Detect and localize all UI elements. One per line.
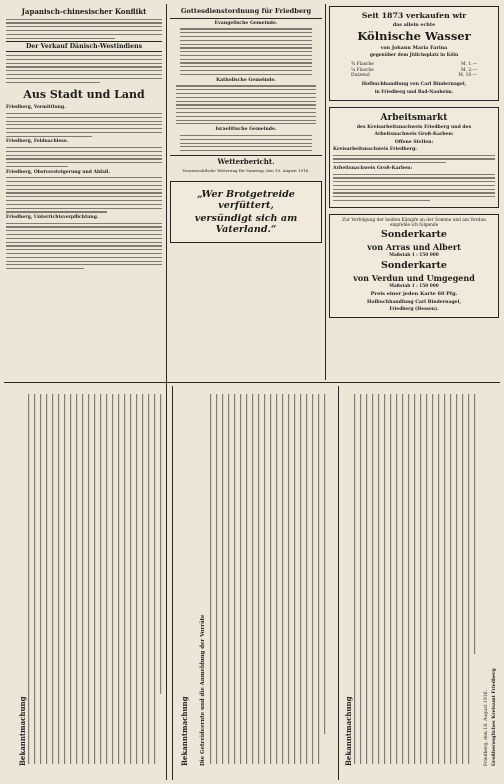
rotated-subheading: Die Getreideernte und die Anmeldung der Vorräte [200,614,206,766]
job-list [333,174,495,202]
ad-title: Kölnische Wasser [357,29,471,44]
rotated-heading: Bekanntmachung [180,696,189,766]
service-list [170,85,322,124]
subheading-israelitisch: Israelitische Gemeinde. [215,127,277,133]
column-middle [170,6,322,380]
arbeitsmarkt-title: Arbeitsmarkt [380,112,448,123]
ad-headline: Seit 1873 verkaufen wir [361,11,467,20]
price-row: ¾ Flasche M. 1.— [351,62,477,68]
weather-text: Voraussichtliche Witterung für Samstag, den 19. August 1916. [182,168,310,174]
map-scale: Maßstab 1 : 150 000 [389,283,439,289]
arbeitsmarkt-box [329,107,499,208]
arbeitsmarkt-sub: des Kreisarbeitsnachweis Friedberg und des [356,125,472,131]
sonderkarte-box [329,214,499,318]
price-row: ¼ Flasche M. 2.— [351,67,477,73]
banner-box [170,181,322,243]
column-rule [325,4,326,380]
ad-sub: gegenüber dem Jülichsplatz in Köln [369,53,459,59]
map-title: Sonderkarte [381,228,447,240]
banner-line: versündigt sich am Vaterland.“ [194,213,298,236]
article-text [6,55,162,83]
map-scale: Maßstab 1 : 150 000 [389,252,439,258]
arbeitsmarkt-sub: Offene Stellen: [394,139,434,145]
price-row: Dutzend M. 10.— [351,73,477,79]
map-title: Sonderkarte [381,259,447,271]
rotated-text-bands [4,386,500,780]
arbeitsmarkt-office: Kreisarbeitsnachweis Friedberg: [333,147,417,153]
article-text [6,19,162,39]
article-text [6,223,162,270]
heading-gottesdienstordnung: Gottesdienstordnung für Friedberg [170,8,322,19]
map-title: von Verdun und Umgegend [353,272,475,283]
article-text [6,147,162,167]
arbeitsmarkt-office: Arbeitsnachweis Groß-Karben: [333,165,413,171]
runin-heading: Friedberg, Unterrichtsverpflichtung. [6,215,99,221]
advertisement-koelnisch-wasser [329,6,499,101]
heading-japanese-chinese-conflict: Japanisch-chinesischer Konflikt [21,7,147,16]
ad-footer: Hofbuchhandlung von Carl Bindernagel, [361,82,467,88]
job-list [333,155,495,164]
runin-heading: Friedberg, Obstversteigerung und Abfall. [6,169,110,175]
map-intro: Zur Verfolgung der heißen Kämpfe an der Somme und am Verdun empfehle ich folgende [342,217,486,228]
rotated-heading: Bekanntmachung [18,696,27,766]
heading-wetterbericht: Wetterbericht. [170,155,322,166]
map-footer: Hofbuchhandlung Carl Bindernagel, [367,299,461,305]
horizontal-rule [4,382,500,383]
price-list [333,60,495,80]
arbeitsmarkt-sub: Arbeitsnachweis Groß-Karben: [374,132,454,138]
rotated-heading: Bekanntmachung [344,696,353,766]
rotated-section [4,386,500,780]
ad-subline: das allein echte [392,21,436,28]
map-footer: Friedberg (Hessen). [389,306,439,312]
map-price: Preis einer jeden Karte 60 Pfg. [370,290,458,297]
heading-stadt-und-land: Aus Stadt und Land [23,87,145,101]
subheading-katholisch: Katholische Gemeinde. [216,77,276,83]
subheading-evangelisch: Evangelische Gemeinde. [214,20,278,26]
column-left [6,6,162,380]
column-right [329,6,499,380]
map-title: von Arras und Albert [367,241,461,252]
rotated-office: Großherzogliches Kreisamt Friedberg [492,668,497,766]
service-list [170,135,322,151]
runin-heading: Friedberg, Feldnachlese. [6,139,69,145]
ad-from: von Johann Maria Farina [380,44,448,51]
banner-line: „Wer Brotgetreide verfüttert, [197,189,295,212]
ad-footer: in Friedberg und Bad-Nauheim. [374,89,454,95]
heading-danish-west-indies: Der Verkauf Dänisch-Westindiens [6,41,162,52]
service-list [170,28,322,75]
rotated-footer: Friedberg, den 18. August 1916. [484,689,489,766]
runin-heading: Friedberg, Vermittlung. [6,105,66,111]
article-text [6,113,162,137]
article-text [6,177,162,212]
